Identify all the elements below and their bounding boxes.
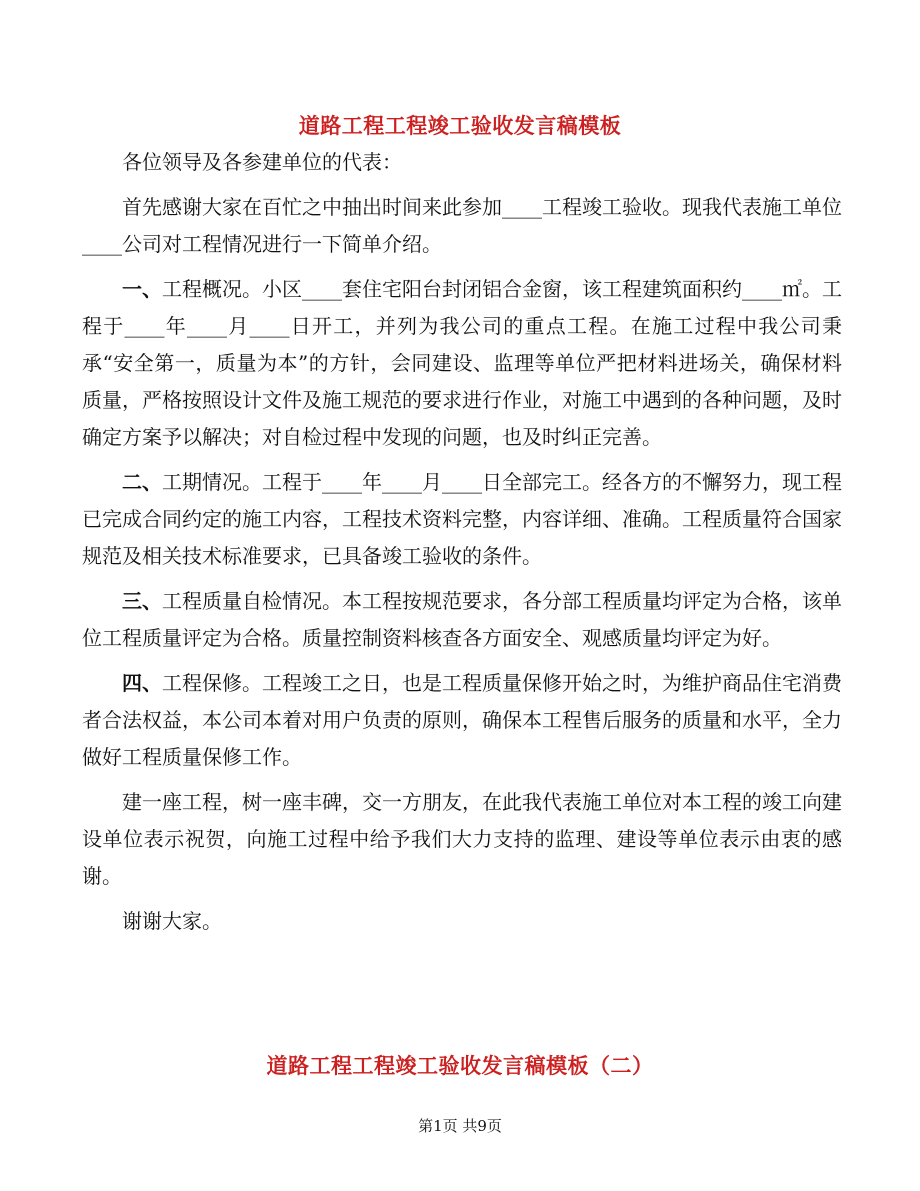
section-text: 工程概况。小区____套住宅阳台封闭铝合金窗，该工程建筑面积约____㎡。工程于____年____月____日开工，并列为我公司的重点工程。在施工过程中我公司秉承“安全第一，质量为本”的方针，会同建设、监理等单位严把材料进场关，确保材料质量，严格按照设计文件及施工规范的要求进行作业，对施工中遇到的各种问题，及时确定方案予以解决；对自检过程中发现的问题，也及时纠正完善。	[82, 277, 842, 449]
closing-paragraph: 建一座工程，树一座丰碑，交一方朋友，在此我代表施工单位对本工程的竣工向建设单位表示祝贺，向施工过程中给予我们大力支持的监理、建设等单位表示由衷的感谢。	[82, 790, 842, 888]
section-schedule	[82, 464, 842, 575]
section-number: 四、	[122, 671, 162, 695]
document-title: 道路工程工程竣工验收发言稿模板	[298, 113, 622, 138]
intro-paragraph: 首先感谢大家在百忙之中抽出时间来此参加____工程竣工验收。现我代表施工单位____公司对工程情况进行一下简单介绍。	[82, 195, 842, 256]
section-text: 工程保修。工程竣工之日，也是工程质量保修开始之时，为维护商品住宅消费者合法权益，本公司本着对用户负责的原则，确保本工程售后服务的质量和水平，全力做好工程质量保修工作。	[82, 671, 842, 769]
page-number-footer: 第1页 共9页	[418, 1117, 502, 1135]
second-document-title: 道路工程工程竣工验收发言稿模板（二）	[266, 1053, 654, 1078]
thanks-paragraph: 谢谢大家。	[122, 909, 222, 933]
section-quality-check	[82, 583, 842, 657]
section-number: 一、	[122, 277, 162, 301]
section-text: 工期情况。工程于____年____月____日全部完工。经各方的不懈努力，现工程已完成合同约定的施工内容，工程技术资料完整，内容详细、准确。工程质量符合国家规范及相关技术标准要求，已具备竣工验收的条件。	[82, 470, 842, 568]
section-warranty	[82, 665, 842, 776]
greeting-paragraph: 各位领导及各参建单位的代表：	[122, 150, 402, 174]
document-body	[82, 144, 842, 948]
section-overview	[82, 271, 842, 456]
section-text: 工程质量自检情况。本工程按规范要求，各分部工程质量均评定为合格，该单位工程质量评定为合格。质量控制资料核查各方面安全、观感质量均评定为好。	[82, 589, 842, 650]
section-number: 二、	[122, 470, 162, 494]
section-number: 三、	[122, 589, 162, 613]
